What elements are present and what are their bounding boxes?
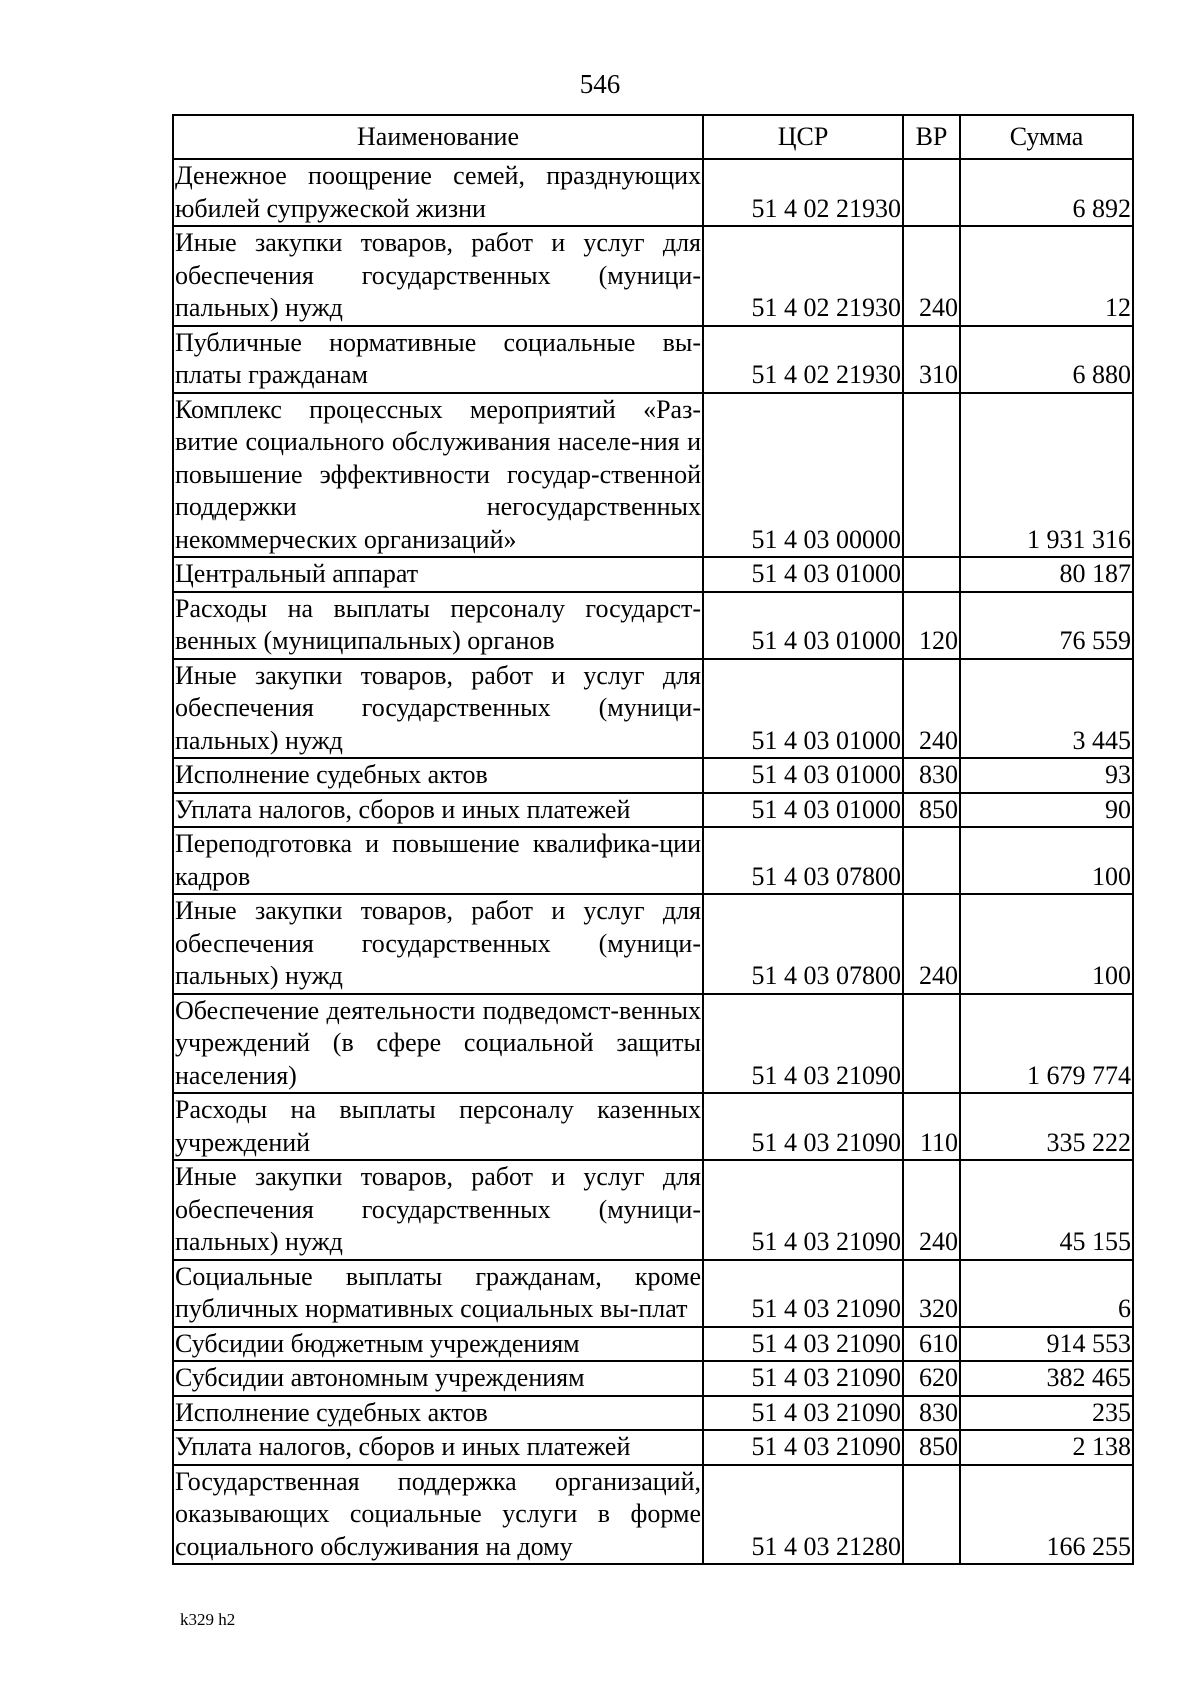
cell-name: Исполнение судебных актов (173, 758, 703, 793)
table-row (173, 758, 1133, 793)
table-row (173, 827, 1133, 894)
cell-name: Субсидии автономным учреждениям (173, 1361, 703, 1396)
cell-name: Субсидии бюджетным учреждениям (173, 1327, 703, 1362)
cell-vr (903, 393, 960, 558)
cell-csr: 51 4 03 01000 (703, 592, 903, 659)
cell-sum: 80 187 (960, 557, 1133, 592)
header-row (173, 115, 1133, 159)
cell-name: Иные закупки товаров, работ и услуг для обеспечения государственных (муници-пальных) нужд (173, 659, 703, 759)
cell-name: Государственная поддержка организаций, оказывающих социальные услуги в форме социального обслуживания на дому (173, 1465, 703, 1565)
cell-name: Исполнение судебных актов (173, 1396, 703, 1431)
cell-name: Центральный аппарат (173, 557, 703, 592)
cell-csr: 51 4 03 01000 (703, 557, 903, 592)
cell-sum: 93 (960, 758, 1133, 793)
header-vr: ВР (903, 115, 960, 159)
cell-vr: 240 (903, 659, 960, 759)
footer-code: k329 h2 (180, 1610, 236, 1629)
cell-name: Публичные нормативные социальные вы-платы гражданам (173, 326, 703, 393)
table-row (173, 393, 1133, 558)
cell-sum: 76 559 (960, 592, 1133, 659)
page-number: 546 (579, 69, 621, 99)
budget-table (172, 114, 1134, 1565)
cell-name: Переподготовка и повышение квалифика-ции кадров (173, 827, 703, 894)
cell-vr: 120 (903, 592, 960, 659)
header-sum: Сумма (960, 115, 1133, 159)
cell-vr: 850 (903, 793, 960, 828)
cell-csr: 51 4 03 21090 (703, 1160, 903, 1260)
cell-csr: 51 4 03 07800 (703, 894, 903, 994)
cell-sum: 3 445 (960, 659, 1133, 759)
cell-name: Расходы на выплаты персоналу государст-венных (муниципальных) органов (173, 592, 703, 659)
cell-sum: 166 255 (960, 1465, 1133, 1565)
cell-sum: 1 931 316 (960, 393, 1133, 558)
cell-csr: 51 4 03 21090 (703, 1093, 903, 1160)
table-row (173, 1430, 1133, 1465)
table-row (173, 1260, 1133, 1327)
cell-sum: 235 (960, 1396, 1133, 1431)
cell-csr: 51 4 03 21090 (703, 994, 903, 1094)
cell-name: Иные закупки товаров, работ и услуг для обеспечения государственных (муници-пальных) нужд (173, 1160, 703, 1260)
cell-sum: 335 222 (960, 1093, 1133, 1160)
cell-sum: 2 138 (960, 1430, 1133, 1465)
table-header (173, 115, 1133, 159)
cell-csr: 51 4 02 21930 (703, 226, 903, 326)
cell-csr: 51 4 03 21090 (703, 1260, 903, 1327)
cell-vr: 240 (903, 1160, 960, 1260)
table-row (173, 1160, 1133, 1260)
cell-sum: 1 679 774 (960, 994, 1133, 1094)
table-row (173, 1327, 1133, 1362)
cell-sum: 90 (960, 793, 1133, 828)
table-row (173, 592, 1133, 659)
cell-name: Денежное поощрение семей, празднующих юбилей супружеской жизни (173, 159, 703, 226)
cell-name: Иные закупки товаров, работ и услуг для обеспечения государственных (муници-пальных) нужд (173, 226, 703, 326)
cell-vr: 830 (903, 1396, 960, 1431)
cell-csr: 51 4 03 00000 (703, 393, 903, 558)
cell-vr: 620 (903, 1361, 960, 1396)
cell-csr: 51 4 03 07800 (703, 827, 903, 894)
table-body (173, 159, 1133, 1564)
table-row (173, 557, 1133, 592)
table-row (173, 994, 1133, 1094)
cell-sum: 382 465 (960, 1361, 1133, 1396)
cell-csr: 51 4 03 21280 (703, 1465, 903, 1565)
cell-sum: 6 (960, 1260, 1133, 1327)
cell-vr: 110 (903, 1093, 960, 1160)
cell-csr: 51 4 03 21090 (703, 1327, 903, 1362)
cell-sum: 6 892 (960, 159, 1133, 226)
cell-sum: 100 (960, 894, 1133, 994)
cell-csr: 51 4 03 01000 (703, 659, 903, 759)
table-row (173, 1465, 1133, 1565)
cell-csr: 51 4 02 21930 (703, 326, 903, 393)
cell-sum: 100 (960, 827, 1133, 894)
cell-vr: 830 (903, 758, 960, 793)
table-row (173, 793, 1133, 828)
header-csr: ЦСР (703, 115, 903, 159)
cell-vr (903, 1465, 960, 1565)
header-name: Наименование (173, 115, 703, 159)
cell-vr: 310 (903, 326, 960, 393)
cell-name: Обеспечение деятельности подведомст-венных учреждений (в сфере социальной защиты населения) (173, 994, 703, 1094)
cell-name: Социальные выплаты гражданам, кроме публичных нормативных социальных вы-плат (173, 1260, 703, 1327)
cell-csr: 51 4 02 21930 (703, 159, 903, 226)
cell-name: Уплата налогов, сборов и иных платежей (173, 1430, 703, 1465)
cell-vr (903, 159, 960, 226)
table-row (173, 894, 1133, 994)
cell-vr: 610 (903, 1327, 960, 1362)
cell-vr: 240 (903, 226, 960, 326)
cell-vr (903, 827, 960, 894)
cell-name: Иные закупки товаров, работ и услуг для обеспечения государственных (муници-пальных) нужд (173, 894, 703, 994)
cell-csr: 51 4 03 01000 (703, 793, 903, 828)
cell-sum: 6 880 (960, 326, 1133, 393)
table-row (173, 326, 1133, 393)
table-row (173, 1093, 1133, 1160)
table-row (173, 159, 1133, 226)
cell-sum: 914 553 (960, 1327, 1133, 1362)
cell-vr (903, 557, 960, 592)
table-row (173, 1361, 1133, 1396)
cell-csr: 51 4 03 01000 (703, 758, 903, 793)
cell-vr: 320 (903, 1260, 960, 1327)
cell-sum: 45 155 (960, 1160, 1133, 1260)
cell-name: Расходы на выплаты персоналу казенных учреждений (173, 1093, 703, 1160)
table-row (173, 659, 1133, 759)
cell-vr: 850 (903, 1430, 960, 1465)
cell-csr: 51 4 03 21090 (703, 1361, 903, 1396)
table-row (173, 226, 1133, 326)
cell-csr: 51 4 03 21090 (703, 1396, 903, 1431)
cell-vr: 240 (903, 894, 960, 994)
cell-name: Комплекс процессных мероприятий «Раз-витие социального обслуживания населе-ния и повышение эффективности государ-ственной поддержки негосударственных некоммерческих организаций» (173, 393, 703, 558)
table-row (173, 1396, 1133, 1431)
cell-name: Уплата налогов, сборов и иных платежей (173, 793, 703, 828)
cell-csr: 51 4 03 21090 (703, 1430, 903, 1465)
cell-vr (903, 994, 960, 1094)
cell-sum: 12 (960, 226, 1133, 326)
